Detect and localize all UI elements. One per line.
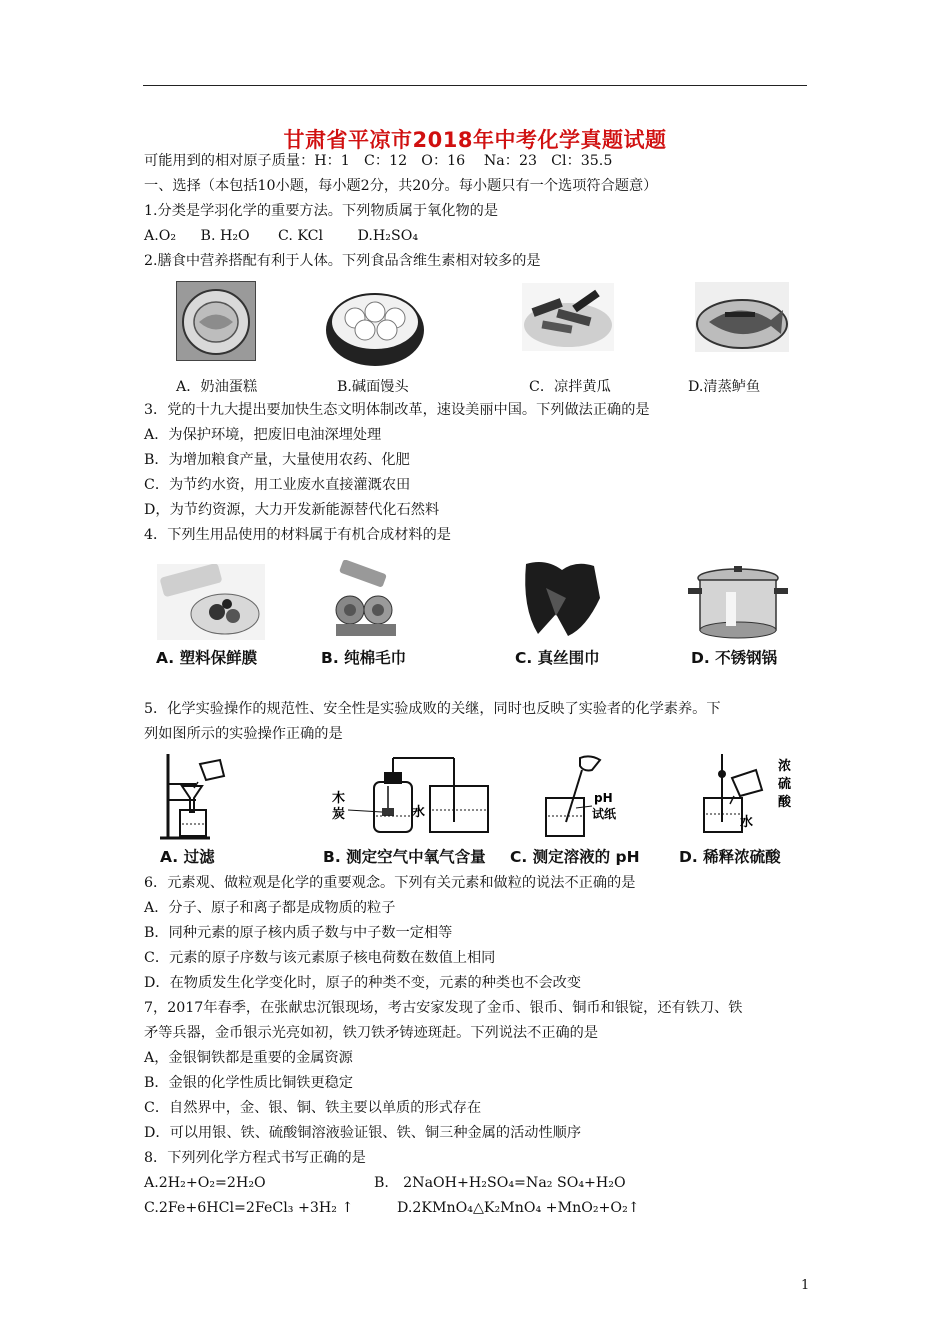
q5-stem-line2: 列如图所示的实验操作正确的是 (144, 726, 343, 742)
q4-stem: 4．下列生用品使用的材料属于有机合成材料的是 (144, 527, 451, 543)
q7-stem-line1: 7，2017年春季，在张献忠沉银现场，考古安家发现了金币、银币、铜币和银锭，还有铁刀、铁 (144, 1000, 743, 1016)
q4-caption-a: A. 塑料保鲜膜 (156, 649, 258, 667)
q7-option-a: A，金银铜铁都是重要的金属资源 (144, 1050, 353, 1066)
q1-option-a: A.O₂ (144, 228, 177, 244)
header-rule (143, 85, 807, 86)
cake-photo (176, 281, 256, 361)
q2-caption-c: C．凉拌黄瓜 (529, 379, 611, 395)
q4-caption-c: C. 真丝围巾 (515, 649, 600, 667)
q7-option-b: B．金银的化学性质比铜铁更稳定 (144, 1075, 354, 1091)
steamed-bun-image (325, 282, 426, 368)
plastic-wrap-image (157, 564, 265, 640)
page-number: 1 (801, 1278, 810, 1293)
filtration-diagram (158, 752, 228, 844)
q1-option-d: D.H₂SO₄ (357, 228, 419, 244)
q1-stem: 1.分类是学羽化学的重要方法。下列物质属于氧化物的是 (144, 203, 499, 219)
towel-image (332, 560, 402, 640)
cucumber-photo (522, 283, 614, 351)
q7-option-d: D．可以用银、铁、硫酸铜溶液验证银、铁、铜三种金属的活动性顺序 (144, 1125, 582, 1141)
q7-stem-line2: 矛等兵器，金币银示光亮如初，铁刀铁矛铸迹斑赶。下列说法不正确的是 (144, 1025, 599, 1041)
q3-option-b: B．为增加粮食产量，大量使用农药、化肥 (144, 452, 410, 468)
section-heading: 一、选择（本包括10小题，每小题2分，共20分。每小题只有一个选项符合题意） (144, 178, 658, 194)
q8-option-d: D.2KMnO₄△K₂MnO₄ +MnO₂+O₂↑ (397, 1200, 640, 1216)
silk-scarf-photo (516, 558, 604, 640)
q5-caption-d: D. 稀释浓硫酸 (679, 848, 781, 866)
q6-option-a: A．分子、原子和离子都是成物质的粒子 (144, 900, 396, 916)
water-label-d: 水 (740, 815, 754, 830)
ph-label-1: pH (594, 791, 613, 805)
plastic-wrap-photo (157, 564, 265, 640)
steel-pot-photo (686, 562, 790, 640)
q3-option-c: C．为节约水资，用工业废水直接灌溉农田 (144, 477, 411, 493)
q7-option-c: C．自然界中，金、银、铜、铁主要以单质的形式存在 (144, 1100, 482, 1116)
q5-caption-a: A. 过滤 (160, 848, 215, 866)
acid-label-2: 硫 (778, 777, 792, 792)
q4-caption-d: D. 不锈钢锅 (691, 649, 778, 667)
ph-measurement-diagram (526, 752, 636, 844)
cucumber-image (522, 283, 614, 351)
q8-stem: 8．下列列化学方程式书写正确的是 (144, 1150, 366, 1166)
q1-options (144, 227, 418, 245)
cake-image (177, 282, 255, 360)
acid-label-1: 浓 (778, 759, 792, 774)
fish-image (695, 282, 789, 352)
q1-option-c: C. KCl (278, 228, 324, 244)
towel-photo (332, 560, 402, 640)
atomic-mass-line: 可能用到的相对原子质量：H：1 C：12 O：16 Na：23 Cl：35.5 (144, 153, 613, 169)
charcoal-label-1: 木 (332, 791, 346, 806)
charcoal-label-2: 炭 (332, 807, 346, 822)
q2-caption-a: A．奶油蛋糕 (176, 379, 258, 395)
steamed-bun-photo (325, 282, 426, 368)
q2-caption-d: D.清蒸鲈鱼 (688, 379, 761, 395)
q3-stem: 3．党的十九大提出要加快生态文明体制改革，速设美丽中国。下列做法正确的是 (144, 402, 650, 418)
q6-option-b: B．同种元素的原子核内质子数与中子数一定相等 (144, 925, 453, 941)
q3-option-a: A．为保护环境，把废旧电油深埋处理 (144, 427, 382, 443)
water-label-b: 水 (412, 805, 426, 820)
q8-option-c: C.2Fe+6HCl=2FeCl₃ +3H₂ ↑ (144, 1200, 354, 1216)
q6-stem: 6．元素观、做粒观是化学的重要观念。下列有关元素和做粒的说法不正确的是 (144, 875, 636, 891)
q4-caption-b: B. 纯棉毛巾 (321, 649, 407, 667)
q1-option-b: B. H₂O (200, 228, 250, 244)
acid-dilution-diagram (696, 752, 806, 844)
oxygen-measurement-diagram (330, 752, 500, 844)
ph-label-2: 试纸 (592, 807, 617, 821)
q3-option-d: D，为节约资源，大力开发新能源替代化石然料 (144, 502, 440, 518)
q2-caption-b: B.碱面馒头 (337, 379, 409, 395)
q5-caption-c: C. 测定溶液的 pH (510, 848, 640, 866)
q6-option-c: C．元素的原子序数与该元素原子核电荷数在数值上相同 (144, 950, 496, 966)
fish-photo (695, 282, 789, 352)
q8-option-a: A.2H₂+O₂=2H₂O (144, 1175, 266, 1191)
steel-pot-image (686, 562, 790, 640)
acid-label-3: 酸 (778, 795, 792, 810)
q2-stem: 2.膳食中营养搭配有利于人体。下列食品含维生素相对较多的是 (144, 253, 541, 269)
q5-caption-b: B. 测定空气中氧气含量 (323, 848, 486, 866)
q8-option-b: B. 2NaOH+H₂SO₄=Na₂ SO₄+H₂O (374, 1175, 626, 1191)
silk-scarf-image (516, 558, 604, 640)
q5-stem-line1: 5．化学实验操作的规范性、安全性是实验成败的关继，同时也反映了实验者的化学素养。下 (144, 701, 721, 717)
page-title: 甘肃省平凉市2018年中考化学真题试题 (283, 128, 667, 152)
q6-option-d: D．在物质发生化学变化时，原子的种类不变，元素的种类也不会改变 (144, 975, 582, 991)
